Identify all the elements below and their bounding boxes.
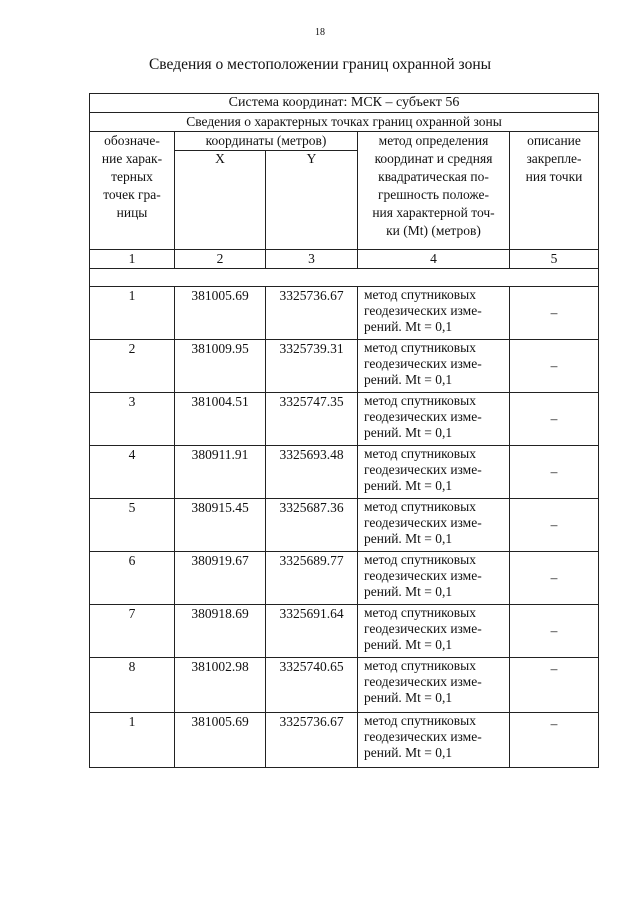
method-cell: метод спутниковых геодезических изме- рений. Mt = 0,1 xyxy=(358,340,510,393)
index-cell: 3 xyxy=(266,250,358,269)
y-cell: 3325693.48 xyxy=(266,446,358,499)
point-cell: 4 xyxy=(90,446,175,499)
y-cell: 3325739.31 xyxy=(266,340,358,393)
boundary-points-table xyxy=(89,93,599,768)
index-cell: 4 xyxy=(358,250,510,269)
spacer-cell xyxy=(90,269,599,287)
method-cell: метод спутниковых геодезических изме- рений. Mt = 0,1 xyxy=(358,287,510,340)
method-cell: метод спутниковых геодезических изме- рений. Mt = 0,1 xyxy=(358,499,510,552)
table-row xyxy=(90,287,599,340)
y-cell: 3325747.35 xyxy=(266,393,358,446)
point-cell: 1 xyxy=(90,713,175,768)
x-cell: 380918.69 xyxy=(175,605,266,658)
table-row xyxy=(90,340,599,393)
description-cell: – xyxy=(510,713,599,768)
y-header: Y xyxy=(266,151,358,250)
description-cell: – xyxy=(510,287,599,340)
method-cell: метод спутниковых геодезических изме- рений. Mt = 0,1 xyxy=(358,393,510,446)
method-cell: метод спутниковых геодезических изме- рений. Mt = 0,1 xyxy=(358,552,510,605)
method-cell: метод спутниковых геодезических изме- рений. Mt = 0,1 xyxy=(358,713,510,768)
section-header: Сведения о характерных точках границ охранной зоны xyxy=(90,113,599,132)
point-cell: 5 xyxy=(90,499,175,552)
y-cell: 3325687.36 xyxy=(266,499,358,552)
point-cell: 6 xyxy=(90,552,175,605)
point-designation-header: обозначе- ние харак- терных точек гра- ницы xyxy=(90,132,175,250)
x-cell: 380919.67 xyxy=(175,552,266,605)
table-row xyxy=(90,446,599,499)
x-cell: 381004.51 xyxy=(175,393,266,446)
table-row xyxy=(90,658,599,713)
index-cell: 2 xyxy=(175,250,266,269)
page-number: 18 xyxy=(315,27,325,38)
x-cell: 381005.69 xyxy=(175,713,266,768)
point-cell: 3 xyxy=(90,393,175,446)
x-cell: 381002.98 xyxy=(175,658,266,713)
x-cell: 381009.95 xyxy=(175,340,266,393)
description-cell: – xyxy=(510,499,599,552)
spacer-row xyxy=(90,269,599,287)
table-row xyxy=(90,499,599,552)
method-cell: метод спутниковых геодезических изме- рений. Mt = 0,1 xyxy=(358,446,510,499)
description-cell: – xyxy=(510,446,599,499)
point-cell: 8 xyxy=(90,658,175,713)
point-description-header: описание закрепле- ния точки xyxy=(510,132,599,250)
page-title: Сведения о местоположении границ охранной зоны xyxy=(148,56,492,73)
description-cell: – xyxy=(510,393,599,446)
y-cell: 3325736.67 xyxy=(266,713,358,768)
table-row xyxy=(90,552,599,605)
method-cell: метод спутниковых геодезических изме- рений. Mt = 0,1 xyxy=(358,605,510,658)
x-cell: 380915.45 xyxy=(175,499,266,552)
table-row xyxy=(90,605,599,658)
description-cell: – xyxy=(510,552,599,605)
y-cell: 3325691.64 xyxy=(266,605,358,658)
description-cell: – xyxy=(510,658,599,713)
description-cell: – xyxy=(510,340,599,393)
y-cell: 3325736.67 xyxy=(266,287,358,340)
index-cell: 1 xyxy=(90,250,175,269)
index-cell: 5 xyxy=(510,250,599,269)
point-cell: 1 xyxy=(90,287,175,340)
table-row xyxy=(90,393,599,446)
y-cell: 3325740.65 xyxy=(266,658,358,713)
x-cell: 381005.69 xyxy=(175,287,266,340)
table-row xyxy=(90,713,599,768)
point-cell: 7 xyxy=(90,605,175,658)
x-header: X xyxy=(175,151,266,250)
coordinates-header: координаты (метров) xyxy=(175,132,358,151)
y-cell: 3325689.77 xyxy=(266,552,358,605)
coordinate-system-header: Система координат: МСК – субъект 56 xyxy=(90,94,599,113)
method-header: метод определения координат и средняя квадратическая по- грешность положе- ния характерной точ- ки (Mt) (метров) xyxy=(358,132,510,250)
point-cell: 2 xyxy=(90,340,175,393)
method-cell: метод спутниковых геодезических изме- рений. Mt = 0,1 xyxy=(358,658,510,713)
description-cell: – xyxy=(510,605,599,658)
x-cell: 380911.91 xyxy=(175,446,266,499)
